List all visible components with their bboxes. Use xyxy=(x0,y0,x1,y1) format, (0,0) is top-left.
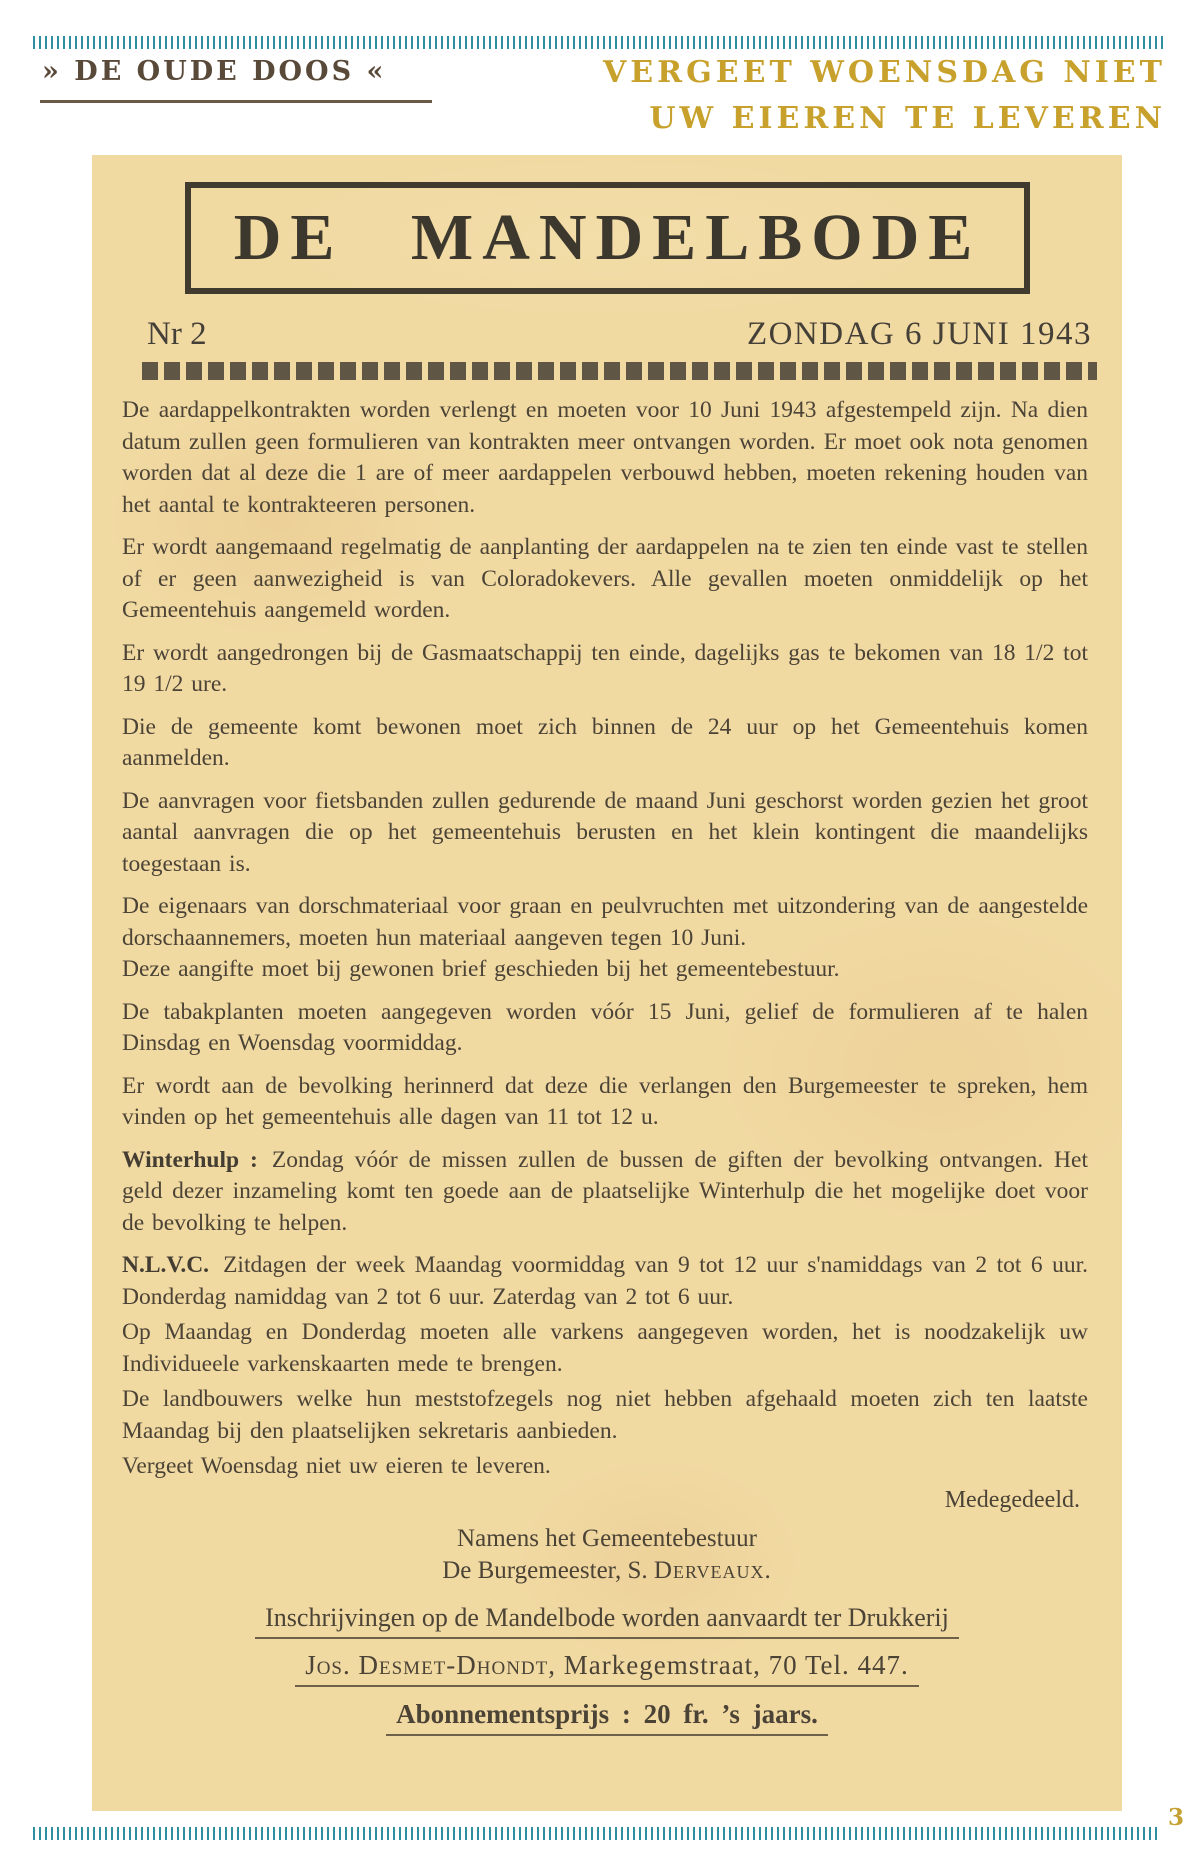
signoff xyxy=(92,1523,1122,1587)
masthead-box xyxy=(185,182,1030,294)
paragraph: Deze aangifte moet bij gewonen brief geschieden bij het gemeentebestuur. xyxy=(122,956,840,982)
footer-printer-line xyxy=(92,1650,1122,1687)
paragraph: Er wordt aangemaand regelmatig de aanplanting der aardappelen na te zien ten einde vast te stellen of er geen aanwezigheid is van Coloradokevers. Alle gevallen moeten onmiddelijk op het Gemeentehuis aangemeld worden. xyxy=(122,534,1088,623)
paragraph: De tabakplanten moeten aangegeven worden vóór 15 Juni, gelief de formulieren af te halen Dinsdag en Woensdag voormiddag. xyxy=(122,998,1088,1056)
page-number: 3 xyxy=(1167,1804,1184,1831)
paragraph-text: Zondag vóór de missen zullen de bussen de giften der bevolking ontvangen. Het geld dezer inzameling komt ten goede aan de plaatselijke Winterhulp die het mogelijke doet voor de bevolking te helpen. xyxy=(122,1146,1088,1236)
signoff-line-2 xyxy=(92,1555,1122,1587)
paragraph-lead: N.L.V.C. xyxy=(122,1252,210,1278)
paragraph-text: Er wordt aan de bevolking herinnerd dat deze die verlangen den Burgemeester te spreken, hem vinden op het gemeentehuis alle dagen van 11 tot 12 u. xyxy=(122,1072,1088,1130)
site-brand: » DE OUDE DOOS « xyxy=(40,56,432,103)
paragraph-nlvc xyxy=(122,1250,1088,1313)
paragraph: De landbouwers welke hun meststofzegels nog niet hebben afgehaald moeten zich ten laatste Maandag bij den plaatselijken sekretaris aanbieden. xyxy=(122,1386,1088,1444)
newsletter-scan xyxy=(92,155,1122,1811)
paragraph-winterhulp xyxy=(122,1145,1088,1240)
decorative-square-border xyxy=(142,362,1097,380)
printer-address: Markegemstraat, 70 Tel. 447. xyxy=(556,1649,909,1680)
paper-footer xyxy=(92,1603,1122,1736)
masthead-title: DE MANDELBODE xyxy=(233,201,982,274)
mayor-name: Derveaux. xyxy=(653,1556,772,1584)
headline-line-2: UW EIEREN TE LEVEREN xyxy=(649,101,1166,136)
printer-name: Jos. Desmet-Dhondt, xyxy=(305,1649,557,1680)
paragraph: Er wordt aangedrongen bij de Gasmaatschappij ten einde, dagelijks gas te bekomen van 18 1/2 tot 19 1/2 ure. xyxy=(122,639,1088,697)
signoff-prefix: De Burgemeester, S. xyxy=(442,1556,654,1584)
paragraph: De aanvragen voor fietsbanden zullen gedurende de maand Juni geschorst worden gezien het groot aantal aanvragen die op het gemeentehuis berusten en het klein kontingent die maandelijks toegestaan is. xyxy=(122,787,1088,877)
paragraph xyxy=(122,1071,1088,1134)
footer-price-line: Abonnementsprijs : 20 fr. ’s jaars. xyxy=(92,1699,1122,1736)
paragraph: De eigenaars van dorschmateriaal voor graan en peulvruchten met uitzondering van de aangestelde dorschaannemers, moeten hun materiaal aangeven tegen 10 Juni. xyxy=(122,893,1088,951)
communicated-note: Medegedeeld. xyxy=(944,1486,1080,1513)
signoff-line-1: Namens het Gemeentebestuur xyxy=(457,1524,757,1552)
paragraph: Vergeet Woensdag niet uw eieren te leveren. xyxy=(122,1453,551,1479)
bottom-dotted-rule xyxy=(33,1827,1158,1840)
paragraph: Die de gemeente komt bewonen moet zich binnen de 24 uur op het Gemeentehuis komen aanmelden. xyxy=(122,713,1088,771)
paragraph-text: Zitdagen der week Maandag voormiddag van 9 tot 12 uur s'namiddags van 2 tot 6 uur. Donderdag namiddag van 2 tot 6 uur. Zaterdag van 2 tot 6 uur. xyxy=(122,1252,1088,1310)
page-headline xyxy=(603,50,1166,142)
headline-line-1: VERGEET WOENSDAG NIET xyxy=(603,55,1166,90)
issue-date: ZONDAG 6 JUNI 1943 xyxy=(746,316,1092,352)
paragraph: De aardappelkontrakten worden verlengt en moeten voor 10 Juni 1943 afgestempeld zijn. Na dien datum zullen geen formulieren van kontrakten meer ontvangen worden. Er moet ook nota genomen worden dat al deze die 1 are of meer aardappelen verbouwd hebben, moeten rekening houden van het aantal te kontrakteeren personen. xyxy=(122,397,1088,518)
issue-row xyxy=(92,294,1122,353)
newsletter-body xyxy=(92,380,1122,1483)
issue-number: Nr 2 xyxy=(147,316,207,352)
footer-subscription-line: Inschrijvingen op de Mandelbode worden aanvaardt ter Drukkerij xyxy=(92,1603,1122,1639)
top-dotted-rule xyxy=(33,36,1165,49)
paragraph: Op Maandag en Donderdag moeten alle varkens aangegeven worden, het is noodzakelijk uw Individueele varkenskaarten mede te brengen. xyxy=(122,1319,1088,1377)
paragraph-lead: Winterhulp : xyxy=(122,1146,258,1173)
